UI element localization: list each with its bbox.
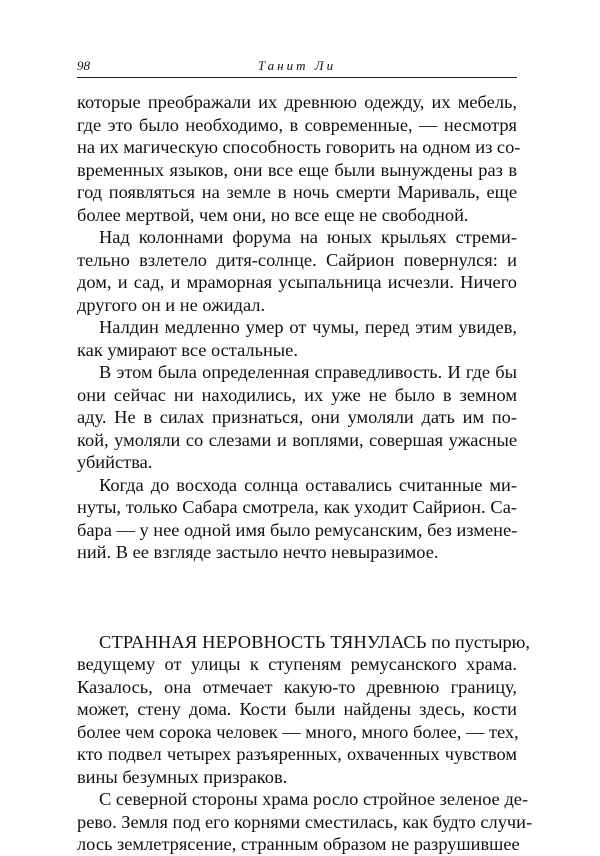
text-line: где это было необходимо, в современные, — несмотря <box>77 114 517 135</box>
text-line: убийства. <box>77 452 153 472</box>
text-line: которые преображали их древнюю одежду, их мебель, <box>77 92 517 112</box>
header-rule <box>77 77 517 78</box>
text-line: дом, и сад, и мраморная усыпальница исчезли. Ничего <box>77 272 517 292</box>
section-lead-line <box>77 631 530 654</box>
text-line: более мертвой, чем они, но все еще не свободной. <box>77 204 469 225</box>
text-line: как умирают все остальные. <box>77 339 298 360</box>
text-line: кто подвел четырех разъяренных, охваченных чувством <box>77 744 517 764</box>
lead-caps: СТРАННАЯ НЕРОВНОСТЬ ТЯНУЛАСЬ <box>99 631 427 652</box>
text-line: на их магическую способность говорить на одном из со- <box>77 137 521 157</box>
text-line: С северной стороны храма росло стройное зеленое де- <box>99 789 529 809</box>
text-line: аду. Не в силах признаться, они умоляли дать им по- <box>77 407 517 427</box>
text-line: ведущему от улицы к ступеням ремусанского храма. <box>77 654 517 674</box>
text-line: нуты, только Сабара смотрела, как уходит Сайрион. Са- <box>77 497 517 517</box>
text-line: они сейчас ни находились, их уже не было в земном <box>77 384 517 405</box>
text-line: год появляться на земле в ночь смерти Мариваль, еще <box>77 182 517 202</box>
text-line: лось землетрясение, странным образом не разрушившее <box>77 834 520 854</box>
text-line: Налдин медленно умер от чумы, перед этим увидев, <box>99 317 517 337</box>
text-line: кой, умоляли со слезами и воплями, совершая ужасные <box>77 429 517 450</box>
body-text <box>77 91 533 856</box>
running-title: Танит Ли <box>257 58 337 73</box>
text-line: бара — у нее одной имя было ремусанским, без измене- <box>77 519 518 540</box>
text-line: тельно взлетело дитя-солнце. Сайрион повернулся: и <box>77 249 517 270</box>
text-line: более чем сорока человек — много, много более, — тех, <box>77 721 519 742</box>
text-line: рево. Земля под его корнями сместилась, как будто случи- <box>77 811 533 832</box>
text-line: Когда до восхода солнца оставались считанные ми- <box>99 474 517 495</box>
text-line: В этом была определенная справедливость. И где бы <box>99 362 517 382</box>
text-line: Над колоннами форума на юных крыльях стреми- <box>99 227 517 247</box>
running-header <box>77 58 517 78</box>
text-line: может, стену дома. Кости были найдены здесь, кости <box>77 699 517 719</box>
page-number: 98 <box>77 58 90 73</box>
text-line: временных языков, они все еще были вынуждены раз в <box>77 159 517 180</box>
text-line: ний. В ее взгляде застыло нечто невыразимое. <box>77 542 439 562</box>
lead-rest: по пустырю, <box>426 631 530 652</box>
text-line: другого он и не ожидал. <box>77 294 266 315</box>
text-line: вины безумных призраков. <box>77 766 288 787</box>
section-break <box>77 564 517 631</box>
text-line: Казалось, она отмечает какую-то древнюю границу, <box>77 676 517 697</box>
